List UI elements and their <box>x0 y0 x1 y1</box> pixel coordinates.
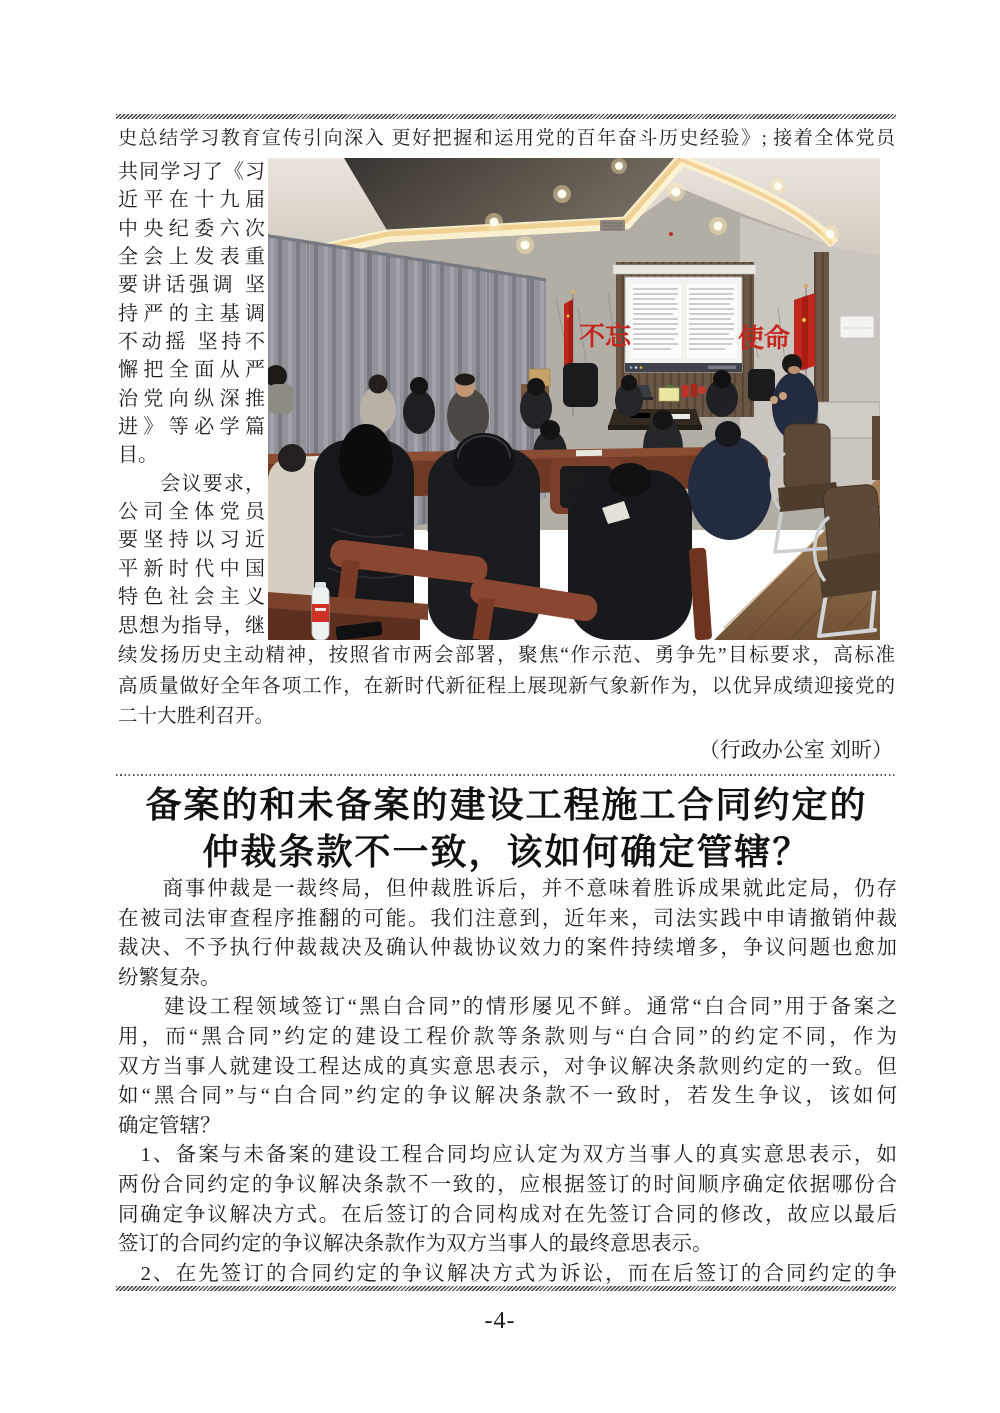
water-bottle <box>312 582 329 640</box>
article2-body-line: 两份合同约定的争议解决条款不一致的，应根据签订的时间顺序确定依据哪份合 <box>118 1173 897 1196</box>
article2-body-line: 1、备案与未备案的建设工程合同均应认定为双方当事人的真实意思表示，如 <box>118 1144 897 1167</box>
article2-body-line: 用，而“黑合同”约定的建设工程价款等条款则与“白合同”的约定不同，作为 <box>118 1025 897 1048</box>
article1-column-line: 共同学习了《习 <box>118 161 265 183</box>
article1-closing <box>118 641 895 733</box>
article1-closing-line: 二十大胜利召开。 <box>118 706 275 727</box>
article2-body-line: 在被司法审查程序推翻的可能。我们注意到，近年来，司法实践中申请撤销仲裁 <box>118 907 897 930</box>
article1-left-column <box>118 158 265 640</box>
meeting-photo <box>268 158 880 640</box>
article2-body-line: 纷繁复杂。 <box>118 966 221 989</box>
article2-body-line: 2、在先签订的合同约定的争议解决方式为诉讼，而在后签订的合同约定的争 <box>118 1262 897 1285</box>
article1-column-line: 平新时代中国 <box>118 557 265 580</box>
article1-column-line: 会议要求， <box>118 472 265 495</box>
article2-title-line1: 备案的和未备案的建设工程施工合同约定的 <box>145 785 868 825</box>
article1-column-line: 全会上发表重 <box>118 246 265 269</box>
article1-column-line: 思想为指导，继 <box>118 614 265 637</box>
article1-column-line: 特色社会主义 <box>118 586 265 609</box>
article1-column-line: 持严的主基调 <box>118 302 265 325</box>
article1-column-line: 进》等必学篇 <box>118 416 265 439</box>
article2-body-line: 如“黑合同”与“白合同”约定的争议解决条款不一致时，若发生争议，该如何 <box>118 1085 897 1108</box>
footer-rule <box>116 1286 896 1291</box>
article1-column-line: 要讲话强调 坚 <box>118 274 265 297</box>
article1-column-line: 不动摇 坚持不 <box>118 331 265 354</box>
article1-column-line: 要坚持以习近 <box>118 529 265 552</box>
article1-closing-line: 高质量做好全年各项工作，在新时代新征程上展现新气象新作为，以优异成绩迎接党的 <box>118 675 895 697</box>
article2-body-line: 双方当事人就建设工程达成的真实意思表示，对争议解决条款则约定的一致。但 <box>118 1055 897 1078</box>
red-banner-left: 不忘 <box>578 322 632 351</box>
article2-body-line: 确定管辖？ <box>118 1114 221 1137</box>
tissue-box <box>659 388 679 401</box>
article2-body-line: 裁决、不予执行仲裁裁决及确认仲裁协议效力的案件持续增多，争议问题也愈加 <box>118 937 897 960</box>
meeting-photo-graphic <box>268 158 880 640</box>
article2-body-line: 签订的合同约定的争议解决条款作为双方当事人的最终意思表示。 <box>118 1233 713 1256</box>
article1-closing-line: 续发扬历史主动精神，按照省市两会部署，聚焦“作示范、勇争先”目标要求，高标准 <box>118 645 895 666</box>
office-chair-left <box>563 363 598 407</box>
metal-chair-3 <box>872 416 880 480</box>
article1-byline: （行政办公室 刘昕） <box>698 738 893 762</box>
article2-body-line: 同确定争议解决方式。在后签订的合同构成对在先签订合同的修改，故应以最后 <box>118 1203 897 1226</box>
article1-column-line: 中央纪委六次 <box>118 217 265 240</box>
office-chair-right <box>748 369 775 401</box>
article1-column-line: 近平在十九届 <box>118 189 265 212</box>
article2-body-line: 商事仲裁是一裁终局，但仲裁胜诉后，并不意味着胜诉成果就此定局，仍存 <box>118 878 897 900</box>
article2-body-line: 建设工程领域签订“黑白合同”的情形屡见不鲜。通常“白合同”用于备案之 <box>118 996 897 1019</box>
article1-column-line: 公司全体党员 <box>118 501 265 524</box>
ac-control-panel <box>840 316 874 338</box>
page-number: -4- <box>484 1308 516 1334</box>
article1-intro-line: 史总结学习教育宣传引向深入 更好把握和运用党的百年奋斗历史经验》; 接着全体党员 <box>118 128 895 149</box>
article2-title-line2: 仲裁条款不一致，该如何确定管辖？ <box>202 832 811 872</box>
red-banner-right: 使命 <box>737 324 791 353</box>
header-rule <box>116 114 896 119</box>
article2-title <box>110 782 903 876</box>
sprinkler <box>669 232 673 236</box>
article1-column-line: 懈把全面从严 <box>118 359 265 382</box>
article2-body <box>118 875 897 1289</box>
article1-column-line: 治党向纵深推 <box>118 387 265 410</box>
article1-column-line: 目。 <box>118 444 158 467</box>
article-divider <box>116 774 896 776</box>
